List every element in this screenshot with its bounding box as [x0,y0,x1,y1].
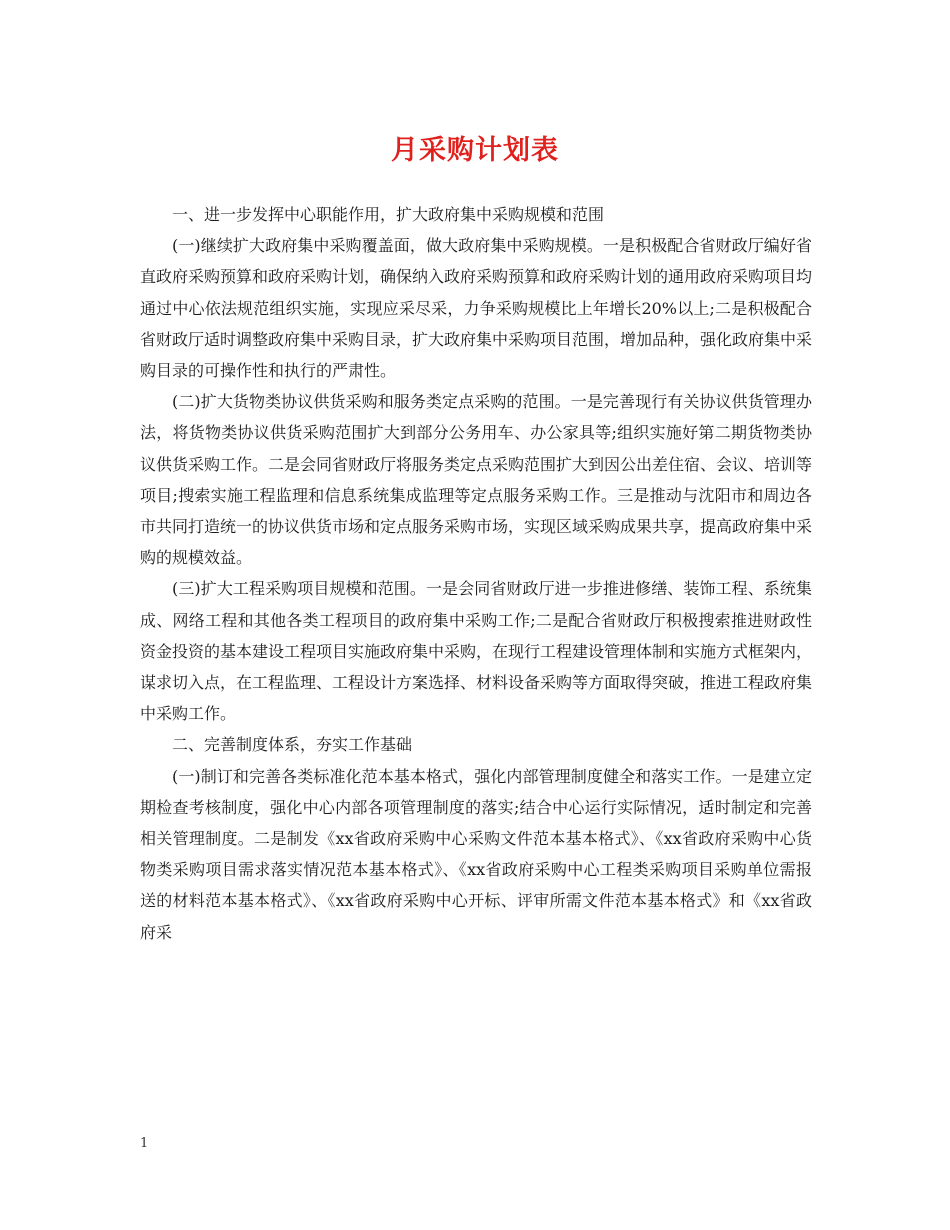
paragraph-1-2: (二)扩大货物类协议供货采购和服务类定点采购的范围。一是完善现行有关协议供货管理办法，将货物类协议供货采购范围扩大到部分公务用车、办公家具等;组织实施好第二期货物类协议供货采购工作。二是会同省财政厅将服务类定点采购范围扩大到因公出差住宿、会议、培训等项目;搜索实施工程监理和信息系统集成监理等定点服务采购工作。三是推动与沈阳市和周边各市共同打造统一的协议供货市场和定点服务采购市场，实现区域采购成果共享，提高政府集中采购的规模效益。 [140,392,813,568]
document-body [140,199,812,948]
paragraph-1-3: (三)扩大工程采购项目规模和范围。一是会同省财政厅进一步推进修缮、装饰工程、系统集成、网络工程和其他各类工程项目的政府集中采购工作;二是配合省财政厅积极搜索推进财政性资金投资的基本建设工程项目实施政府集中采购，在现行工程建设管理体制和实施方式框架内，谋求切入点，在工程监理、工程设计方案选择、材料设备采购等方面取得突破，推进工程政府集中采购工作。 [140,579,813,724]
paragraph-heading-2: 二、完善制度体系，夯实工作基础 [172,735,413,755]
paragraph-1-1: (一)继续扩大政府集中采购覆盖面，做大政府集中采购规模。一是积极配合省财政厅编好省直政府采购预算和政府采购计划，确保纳入政府采购预算和政府采购计划的通用政府采购项目均通过中心依法规范组织实施，实现应采尽采，力争采购规模比上年增长20%以上;二是积极配合省财政厅适时调整政府集中采购目录，扩大政府集中采购项目范围，增加品种，强化政府集中采购目录的可操作性和执行的严肃性。 [140,236,813,381]
paragraph-heading-1: 一、进一步发挥中心职能作用，扩大政府集中采购规模和范围 [172,205,605,224]
paragraph-2-1: (一)制订和完善各类标准化范本基本格式，强化内部管理制度健全和落实工作。一是建立定期检查考核制度，强化中心内部各项管理制度的落实;结合中心运行实际情况，适时制定和完善相关管理制度。二是制发《xx省政府采购中心采购文件范本基本格式》、《xx省政府采购中心货物类采购项目需求落实情况范本基本格式》、《xx省政府采购中心工程类采购项目采购单位需报送的材料范本基本格式》、《xx省政府采购中心开标、评审所需文件范本基本格式》和《xx省政府采 [140,766,812,942]
page-title: 月采购计划表 [391,135,559,166]
page-number: 1 [140,1136,149,1151]
